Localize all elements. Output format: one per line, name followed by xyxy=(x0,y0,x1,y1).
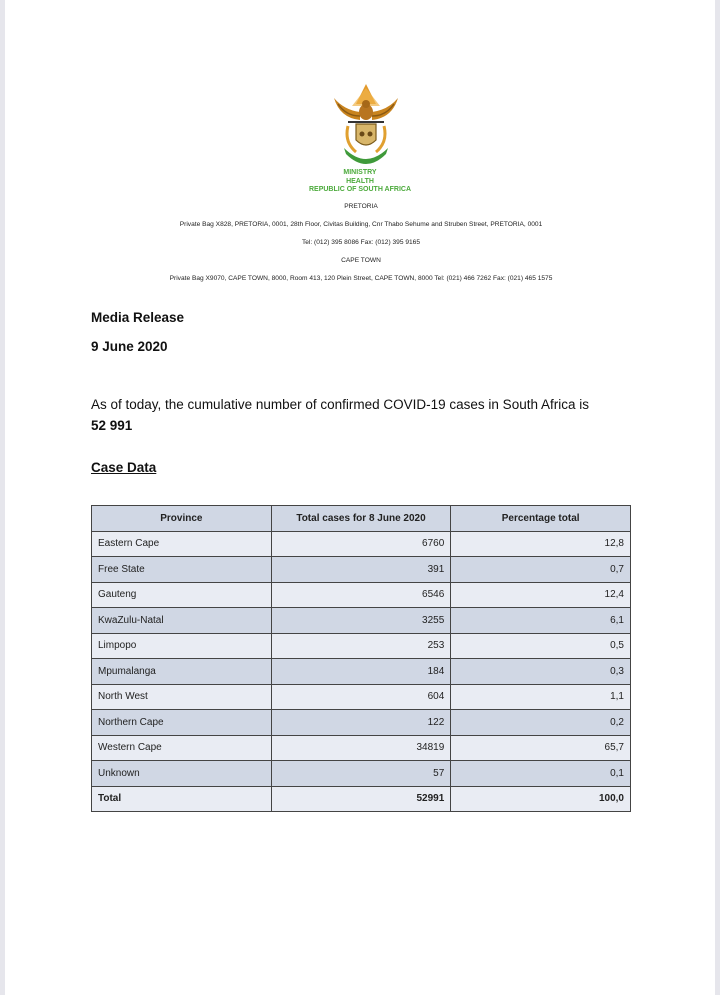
pretoria-contact: Tel: (012) 395 8086 Fax: (012) 395 9165 xyxy=(301,239,421,246)
province-cell: Gauteng xyxy=(92,582,272,608)
total-percent-cell: 100,0 xyxy=(451,786,631,812)
case-data-table xyxy=(91,505,631,812)
ministry-name xyxy=(5,169,715,195)
table-row xyxy=(92,531,631,557)
percent-cell: 0,3 xyxy=(451,659,631,685)
table-row xyxy=(92,761,631,787)
cases-cell: 6760 xyxy=(271,531,451,557)
capetown-address: Private Bag X9070, CAPE TOWN, 8000, Room 413, 120 Plein Street, CAPE TOWN, 8000 Tel: (021) 466 7262 Fax: (021) 465 1575 xyxy=(169,275,553,282)
section-title: Case Data xyxy=(91,460,157,475)
province-cell: Northern Cape xyxy=(92,710,272,736)
cases-cell: 122 xyxy=(271,710,451,736)
cases-cell: 6546 xyxy=(271,582,451,608)
document-page xyxy=(5,0,715,995)
province-cell: North West xyxy=(92,684,272,710)
percent-cell: 0,1 xyxy=(451,761,631,787)
percent-cell: 65,7 xyxy=(451,735,631,761)
table-row xyxy=(92,684,631,710)
table-row xyxy=(92,557,631,583)
province-cell: Unknown xyxy=(92,761,272,787)
ministry-line-3: REPUBLIC OF SOUTH AFRICA xyxy=(308,186,412,193)
pretoria-label: PRETORIA xyxy=(344,203,378,210)
header-percentage: Percentage total xyxy=(451,506,631,532)
percent-cell: 12,4 xyxy=(451,582,631,608)
cases-cell: 3255 xyxy=(271,608,451,634)
province-cell: Limpopo xyxy=(92,633,272,659)
coat-of-arms-icon xyxy=(330,78,402,170)
ministry-line-2: HEALTH xyxy=(346,177,374,185)
province-cell: Eastern Cape xyxy=(92,531,272,557)
percent-cell: 0,7 xyxy=(451,557,631,583)
percent-cell: 6,1 xyxy=(451,608,631,634)
province-cell: KwaZulu-Natal xyxy=(92,608,272,634)
header-total-cases: Total cases for 8 June 2020 xyxy=(271,506,451,532)
cumulative-cases: 52 991 xyxy=(91,418,133,433)
ministry-line-1: MINISTRY xyxy=(343,169,377,176)
percent-cell: 0,2 xyxy=(451,710,631,736)
table-row xyxy=(92,735,631,761)
cases-cell: 604 xyxy=(271,684,451,710)
table-header-row xyxy=(92,506,631,532)
capetown-label: CAPE TOWN xyxy=(341,257,381,264)
table-row xyxy=(92,710,631,736)
table-row xyxy=(92,659,631,685)
total-label-cell: Total xyxy=(92,786,272,812)
cases-cell: 34819 xyxy=(271,735,451,761)
pretoria-address: Private Bag X828, PRETORIA, 0001, 28th Floor, Civitas Building, Cnr Thabo Sehume and Struben Street, PRETORIA, 0001 xyxy=(179,221,543,228)
province-cell: Free State xyxy=(92,557,272,583)
cases-cell: 184 xyxy=(271,659,451,685)
header-province: Province xyxy=(92,506,272,532)
cases-cell: 253 xyxy=(271,633,451,659)
province-cell: Western Cape xyxy=(92,735,272,761)
total-cases-cell: 52991 xyxy=(271,786,451,812)
table-row xyxy=(92,608,631,634)
percent-cell: 0,5 xyxy=(451,633,631,659)
cases-cell: 391 xyxy=(271,557,451,583)
province-cell: Mpumalanga xyxy=(92,659,272,685)
table-row xyxy=(92,582,631,608)
percent-cell: 12,8 xyxy=(451,531,631,557)
table-row xyxy=(92,633,631,659)
release-type: Media Release xyxy=(91,310,185,325)
intro-paragraph xyxy=(91,396,589,435)
intro-text: As of today, the cumulative number of confirmed COVID-19 cases in South Africa is xyxy=(91,397,589,412)
table-total-row xyxy=(92,786,631,812)
release-date: 9 June 2020 xyxy=(91,339,168,354)
cases-cell: 57 xyxy=(271,761,451,787)
percent-cell: 1,1 xyxy=(451,684,631,710)
